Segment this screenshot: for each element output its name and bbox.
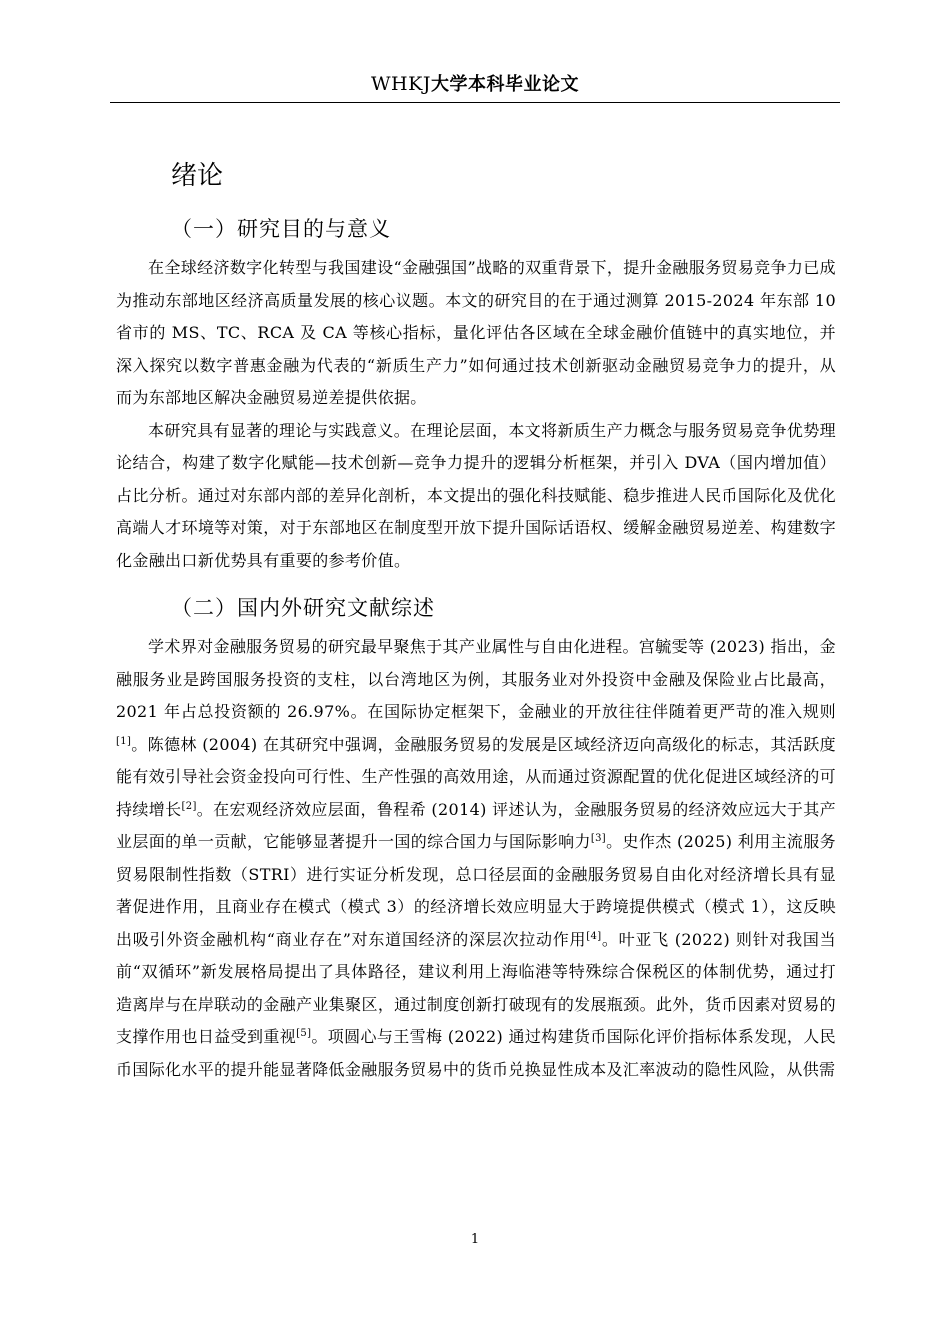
header-title: 大学本科毕业论文 xyxy=(430,74,579,95)
text-segment: 。陈德林 (2004) 在其研究中强调，金融服务贸易的发展是区域经济迈向高级化的标志，其活跃度能有效引导社会资金投向可行性、生产性强的高效用途，从而通过资源配置的优化促进区域经济的可持续增长 xyxy=(116,734,836,819)
paragraph-literature xyxy=(116,631,836,1086)
header-latin: WHKJ xyxy=(371,73,431,95)
text-segment: 学术界对金融服务贸易的研究最早聚焦于其产业属性与自由化进程。宫毓雯等 (2023) 指出，金融服务业是跨国服务投资的支柱，以台湾地区为例，其服务业对外投资中金融及保险业占比最高，2021 年占总投资额的 26.97%。在国际协定框架下，金融业的开放往往伴随着更严苛的准入规则 xyxy=(116,637,836,721)
page-number: 1 xyxy=(470,1232,480,1247)
text-segment: 。在宏观经济效应层面，鲁程希 (2014) 评述认为，金融服务贸易的经济效应远大于其产业层面的单一贡献，它能够显著提升一国的综合国力与国际影响力 xyxy=(116,799,836,851)
section-heading-literature: （二）国内外研究文献综述 xyxy=(171,596,435,620)
page-body xyxy=(116,146,836,1086)
paragraph-significance: 本研究具有显著的理论与实践意义。在理论层面，本文将新质生产力概念与服务贸易竞争优势理论结合，构建了数字化赋能—技术创新—竞争力提升的逻辑分析框架，并引入 DVA（国内增加值）占比分析。通过对东部内部的差异化剖析，本文提出的强化科技赋能、稳步推进人民币国际化及优化高端人才环境等对策，对于东部地区在制度型开放下提升国际话语权、缓解金融贸易逆差、构建数字化金融出口新优势具有重要的参考价值。 xyxy=(116,420,836,570)
text-segment: 。叶亚飞 (2022) 则针对我国当前“双循环”新发展格局提出了具体路径，建议利用上海临港等特殊综合保税区的体制优势，通过打造离岸与在岸联动的金融产业集聚区，通过制度创新打破现有的发展瓶颈。此外，货币因素对贸易的支撑作用也日益受到重视 xyxy=(116,929,836,1046)
text-segment: 。项圆心与王雪梅 (2022) 通过构建货币国际化评价指标体系发现，人民币国际化水平的提升能显著降低金融服务贸易中的货币兑换显性成本及汇率波动的隐性风险，从供需 xyxy=(116,1027,836,1079)
citation-ref: [4] xyxy=(586,930,602,942)
citation-ref: [2] xyxy=(181,800,197,812)
page-header xyxy=(110,66,840,103)
paragraph-purpose: 在全球经济数字化转型与我国建设“金融强国”战略的双重背景下，提升金融服务贸易竞争力已成为推动东部地区经济高质量发展的核心议题。本文的研究目的在于通过测算 2015-2024 年东部 10 省市的 MS、TC、RCA 及 CA 等核心指标，量化评估各区域在全球金融价值链中的真实地位，并深入探究以数字普惠金融为代表的“新质生产力”如何通过技术创新驱动金融贸易竞争力的提升，从而为东部地区解决金融贸易逆差提供依据。 xyxy=(116,258,836,407)
text-segment: 。史作杰 (2025) 利用主流服务贸易限制性指数（STRI）进行实证分析发现，总口径层面的金融服务贸易自由化对经济增长具有显著促进作用，且商业存在模式（模式 3）的经济增长效应明显大于跨境提供模式（模式 1），这反映出吸引外资金融机构“商业存在”对东道国经济的深层次拉动作用 xyxy=(116,832,836,949)
section-heading-purpose: （一）研究目的与意义 xyxy=(171,217,391,241)
chapter-title: 绪论 xyxy=(171,161,224,191)
citation-ref: [1] xyxy=(116,735,132,747)
citation-ref: [3] xyxy=(590,833,607,844)
citation-ref: [5] xyxy=(296,1028,312,1039)
